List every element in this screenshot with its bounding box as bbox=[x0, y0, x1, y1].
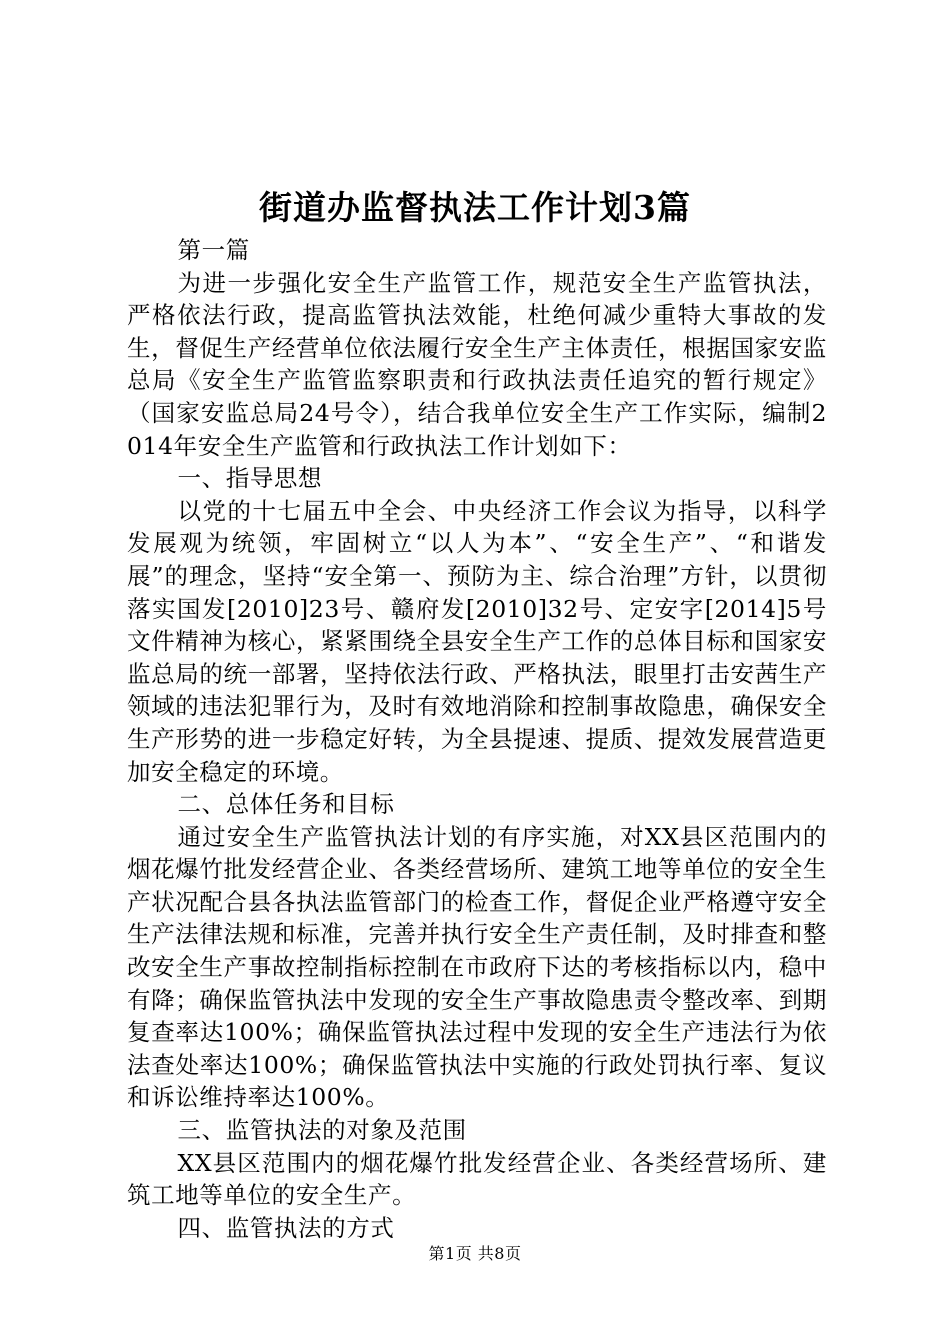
heading-scope: 三、监管执法的对象及范围 bbox=[177, 1116, 467, 1145]
heading-overall-tasks: 二、总体任务和目标 bbox=[177, 790, 395, 819]
paragraph-scope: XX县区范围内的烟花爆竹批发经营企业、各类经营场所、建筑工地等单位的安全生产。 bbox=[127, 1148, 827, 1210]
heading-methods: 四、监管执法的方式 bbox=[177, 1213, 395, 1242]
document-body bbox=[127, 234, 827, 1244]
document-title: 街道办监督执法工作计划3篇 bbox=[259, 188, 691, 227]
paragraph-guiding-ideology: 以党的十七届五中全会、中央经济工作会议为指导，以科学发展观为统领，牢固树立“以人为本”、“安全生产”、“和谐发展”的理念，坚持“安全第一、预防为主、综合治理”方针，以贯彻落实国发[2010]23号、赣府发[2010]32号、定安字[2014]5号文件精神为核心，紧紧围绕全县安全生产工作的总体目标和国家安监总局的统一部署，坚持依法行政、严格执法，眼里打击安茜生产领域的违法犯罪行为，及时有效地消除和控制事故隐患，确保安全生产形势的进一步稳定好转，为全县提速、提质、提效发展营造更加安全稳定的环境。 bbox=[127, 496, 827, 786]
paragraph-intro: 为进一步强化安全生产监管工作，规范安全生产监管执法，严格依法行政，提高监管执法效能，杜绝何减少重特大事故的发生，督促生产经营单位依法履行安全生产主体责任，根据国家安监总局《安全生产监管监察职责和行政执法责任追究的暂行规定》（国家安监总局24号令），结合我单位安全生产工作实际，编制2014年安全生产监管和行政执法工作计划如下： bbox=[127, 268, 827, 460]
page-footer: 第1页 共8页 bbox=[428, 1244, 522, 1263]
paragraph-section-label: 第一篇 bbox=[177, 236, 250, 264]
heading-guiding-ideology: 一、指导思想 bbox=[177, 464, 323, 493]
paragraph-overall-tasks: 通过安全生产监管执法计划的有序实施，对XX县区范围内的烟花爆竹批发经营企业、各类经营场所、建筑工地等单位的安全生产状况配合县各执法监管部门的检查工作，督促企业严格遵守安全生产法律法规和标准，完善并执行安全生产责任制，及时排查和整改安全生产事故控制指标控制在市政府下达的考核指标以内，稳中有降；确保监管执法中发现的安全生产事故隐患责令整改率、到期复查率达100%；确保监管执法过程中发现的安全生产违法行为依法查处率达100%；确保监管执法中实施的行政处罚执行率、复议和诉讼维持率达100%。 bbox=[127, 822, 827, 1112]
